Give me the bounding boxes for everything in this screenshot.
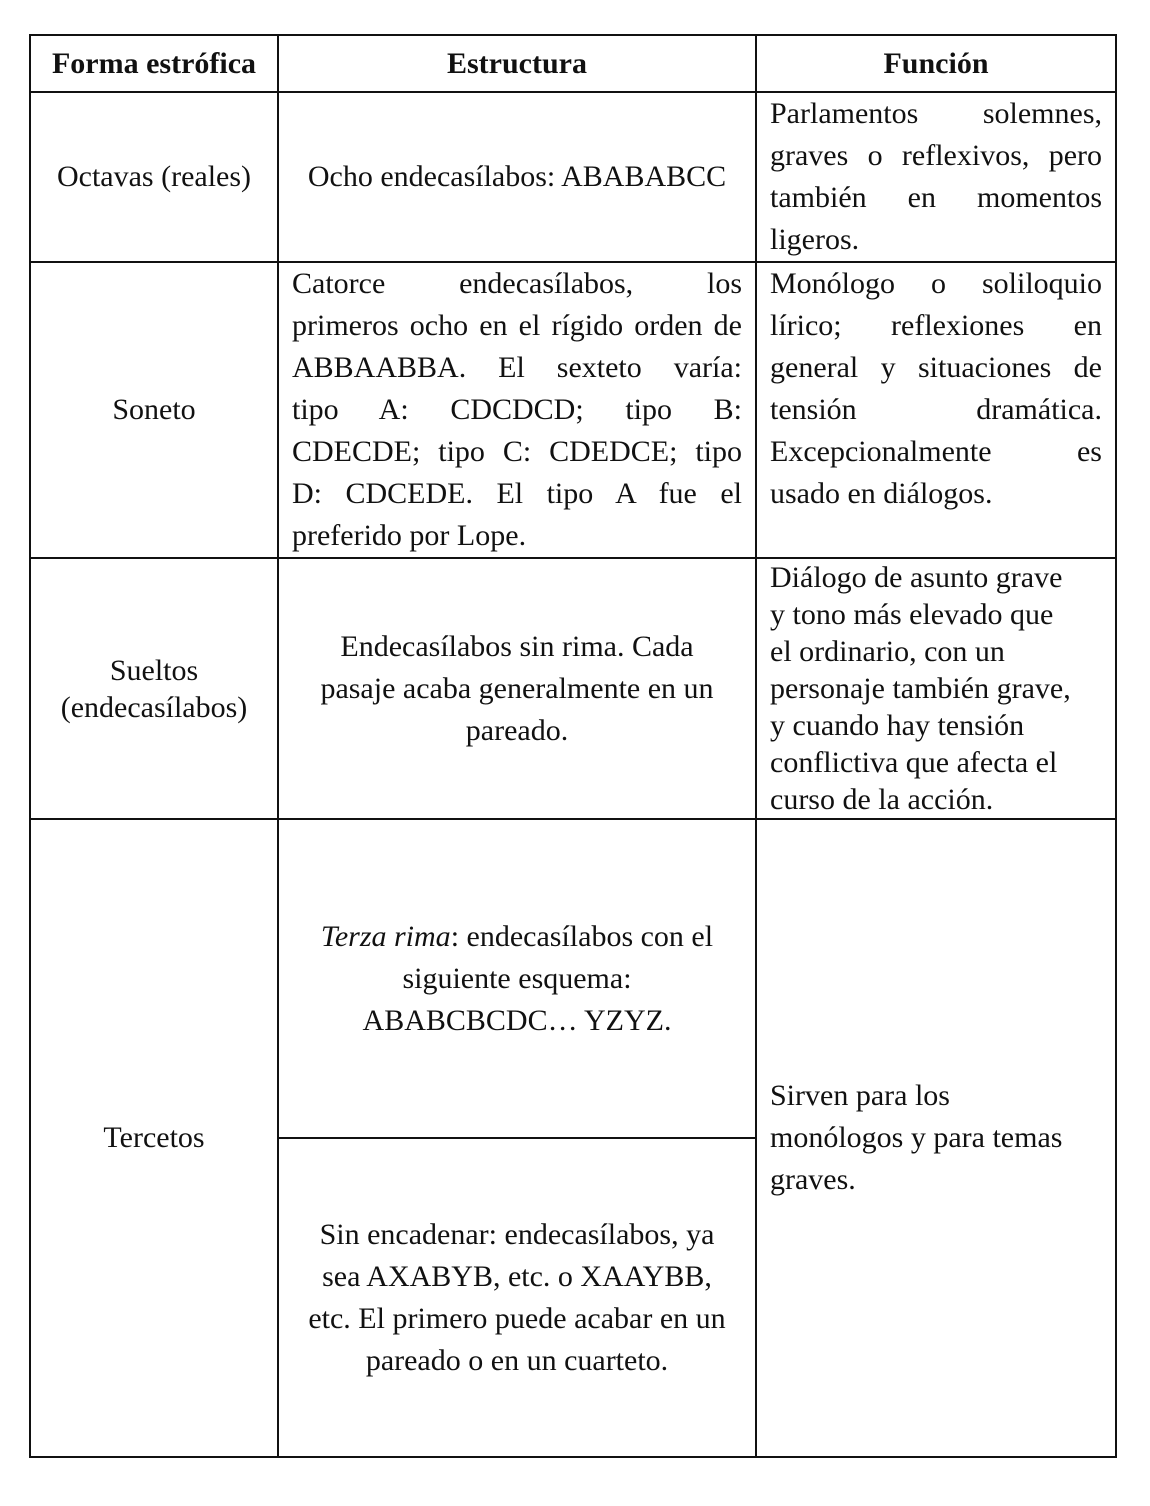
funcion-line: lírico; reflexiones en — [770, 309, 1102, 342]
estructura-line: Sin encadenar: endecasílabos, ya — [319, 1217, 715, 1251]
funcion-line: Sirven para los — [770, 1079, 950, 1112]
estructura-line: D: CDCEDE. El tipo A fue el — [292, 477, 742, 510]
header-forma-estrofica: Forma estrófica — [30, 35, 278, 92]
table-row-soneto — [30, 262, 1116, 558]
table-row-sueltos — [30, 558, 1116, 819]
estructura-line — [292, 916, 742, 958]
estructura-line: Catorce endecasílabos, los — [292, 267, 742, 300]
estructura-cell-sin-encadenar — [278, 1138, 756, 1457]
funcion-line: Diálogo de asunto grave — [770, 561, 1063, 594]
funcion-line: monólogos y para temas — [770, 1121, 1063, 1154]
forma-cell — [30, 558, 278, 819]
funcion-line: ligeros. — [770, 223, 860, 256]
funcion-line: Monólogo o soliloquio — [770, 267, 1102, 300]
funcion-line: el ordinario, con un — [770, 635, 1005, 668]
forma-cell: Soneto — [30, 262, 278, 558]
estructura-line: ABBAABBA. El sexteto varía: — [292, 351, 742, 384]
estructura-cell — [278, 262, 756, 558]
estructura-line-rest: : endecasílabos con el — [450, 919, 714, 953]
estructura-line: pasaje acaba generalmente en un — [320, 671, 714, 705]
estructura-line: preferido por Lope. — [292, 519, 527, 552]
estructura-line: pareado o en un cuarteto. — [365, 1343, 669, 1377]
funcion-cell — [756, 92, 1116, 262]
table-row-tercetos — [30, 819, 1116, 1138]
estructura-line: ABABCBCDC… YZYZ. — [362, 1003, 672, 1037]
funcion-line: Excepcionalmente es — [770, 435, 1102, 468]
funcion-cell — [756, 558, 1116, 819]
estructura-line: sea AXABYB, etc. o XAAYBB, — [322, 1259, 712, 1293]
funcion-line: general y situaciones de — [770, 351, 1102, 384]
estructura-cell — [278, 558, 756, 819]
terza-rima-term: Terza rima — [320, 919, 451, 953]
estructura-line: primeros ocho en el rígido orden de — [292, 309, 742, 342]
estructura-cell-terza-rima — [278, 819, 756, 1138]
table-row-octavas — [30, 92, 1116, 262]
funcion-line: y tono más elevado que — [770, 598, 1054, 631]
header-estructura: Estructura — [278, 35, 756, 92]
funcion-line: y cuando hay tensión — [770, 709, 1025, 742]
strophe-forms-table — [29, 34, 1117, 1458]
estructura-line: etc. El primero puede acabar en un — [308, 1301, 726, 1335]
estructura-cell: Ocho endecasílabos: ABABABCC — [278, 92, 756, 262]
funcion-line: tensión dramática. — [770, 393, 1102, 426]
estructura-line: tipo A: CDCDCD; tipo B: — [292, 393, 742, 426]
funcion-cell — [756, 262, 1116, 558]
forma-line: Sueltos — [109, 653, 199, 687]
funcion-line: personaje también grave, — [770, 672, 1071, 705]
forma-cell: Octavas (reales) — [30, 92, 278, 262]
header-row — [30, 35, 1116, 92]
funcion-line: usado en diálogos. — [770, 477, 993, 510]
forma-cell: Tercetos — [30, 819, 278, 1457]
funcion-line: Parlamentos solemnes, — [770, 97, 1102, 130]
funcion-line: conflictiva que afecta el — [770, 746, 1058, 779]
funcion-line: graves o reflexivos, pero — [770, 139, 1102, 172]
estructura-line: Endecasílabos sin rima. Cada — [340, 629, 694, 663]
estructura-line: CDECDE; tipo C: CDEDCE; tipo — [292, 435, 742, 468]
funcion-line: graves. — [770, 1163, 856, 1196]
header-funcion: Función — [756, 35, 1116, 92]
funcion-cell — [756, 819, 1116, 1457]
funcion-line: curso de la acción. — [770, 783, 994, 816]
funcion-line: también en momentos — [770, 181, 1102, 214]
estructura-line: siguiente esquema: — [402, 961, 632, 995]
forma-line: (endecasílabos) — [60, 690, 248, 724]
estructura-line: pareado. — [465, 713, 569, 747]
